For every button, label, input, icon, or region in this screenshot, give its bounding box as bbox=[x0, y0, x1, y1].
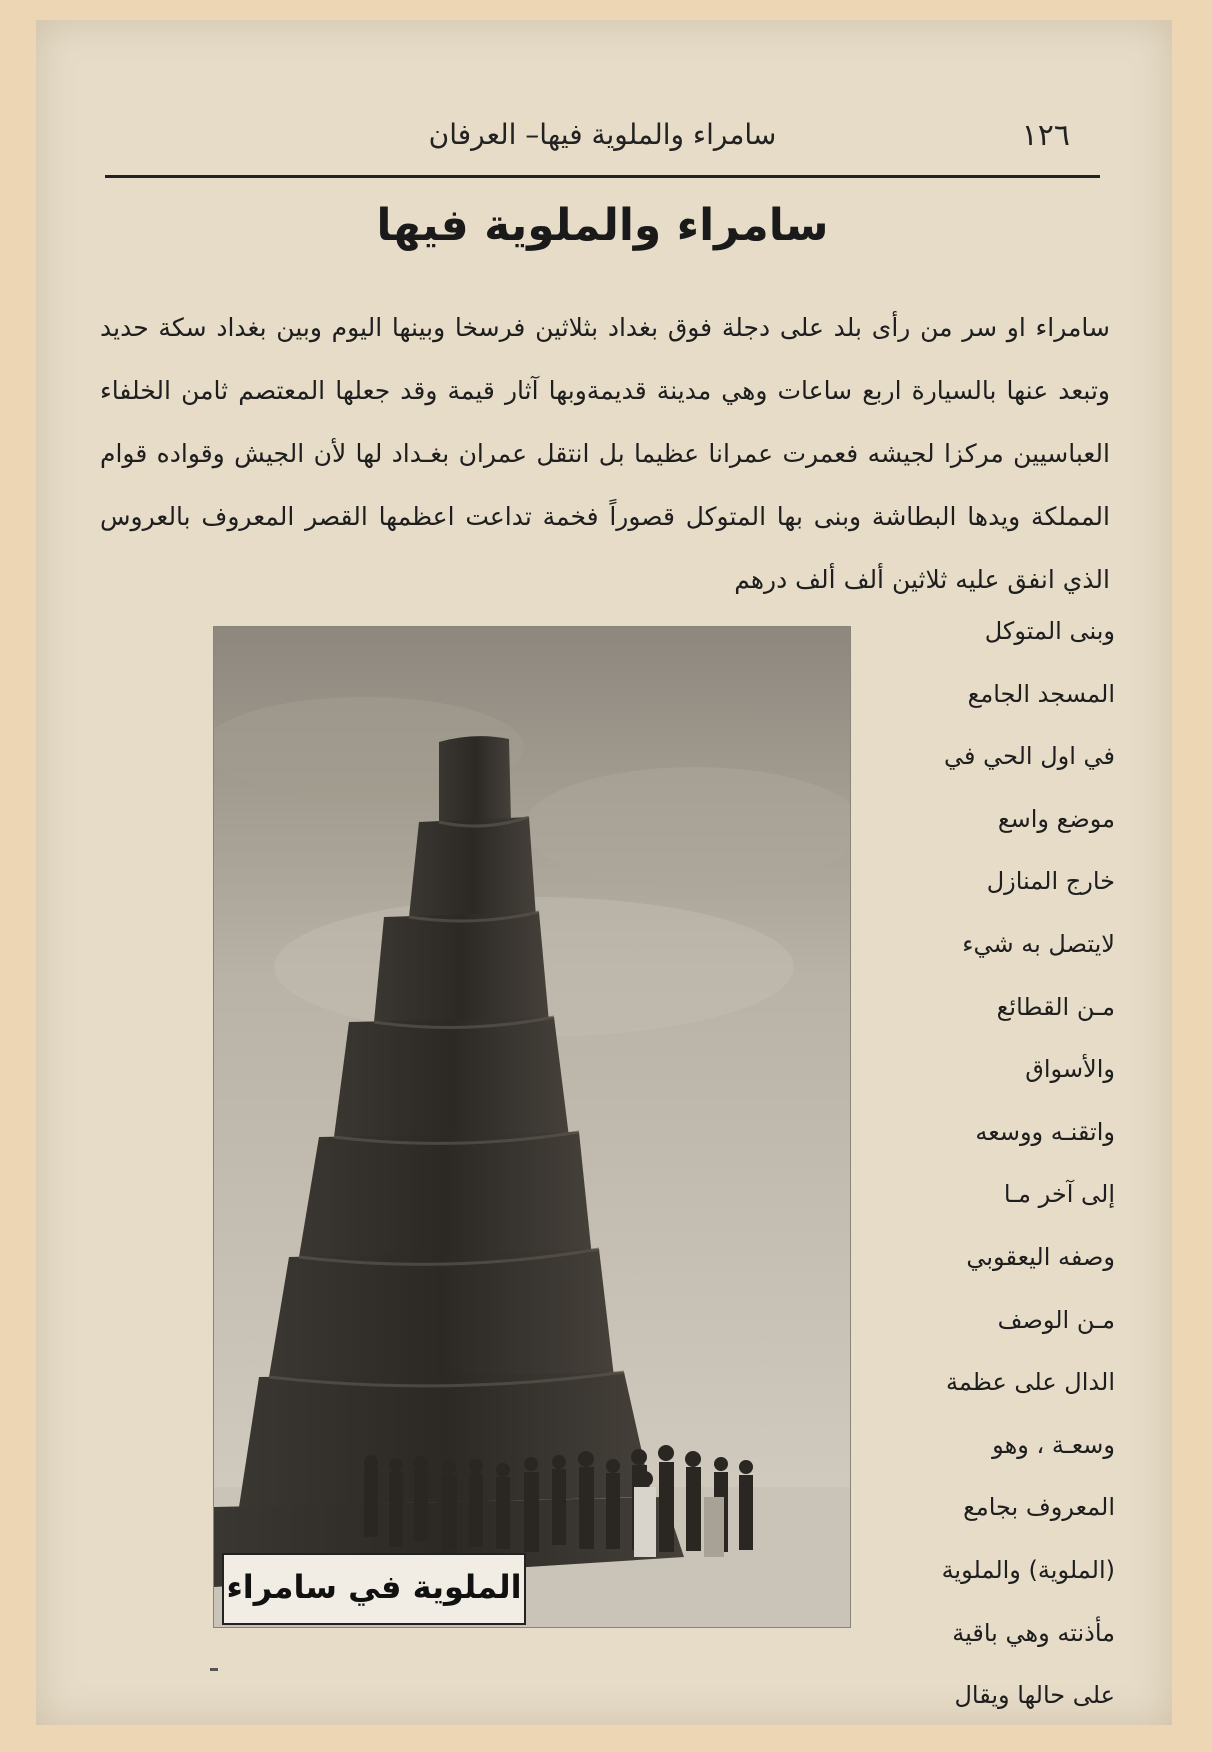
article-paragraph: سامراء او سر من رأى بلد على دجلة فوق بغداد بثلاثين فرسخا وبينها اليوم وبين بغداد سكة حديد وتبعد عنها بالسيارة اربع ساعات وهي مدينة قديمةوبها آثار قيمة وقد جعلها المعتصم ثامن الخلفاء العباسيين مركزا لجيشه فعمرت عمرانا عظيما بل انتقل عمران بغـداد لها لأن الجيش وقواده قوام المملكة ويدها البطاشة وبنى بها المتوكل قصوراً فخمة تداعت اعظمها القصر المعروف بالعروس الذي انفق عليه ثلاثين ألف ألف درهم bbox=[100, 313, 1110, 594]
column-line: وسعـة ، وهو bbox=[992, 1430, 1115, 1459]
column-line: في اول الحي في bbox=[943, 742, 1115, 771]
column-line: مـن الوصف bbox=[997, 1305, 1115, 1334]
column-line: موضع واسع bbox=[997, 804, 1115, 833]
running-title: سامراء والملوية فيها– العرفان bbox=[428, 118, 777, 151]
column-line: الدال على عظمة bbox=[946, 1368, 1115, 1397]
side-column bbox=[935, 600, 1115, 1727]
column-line: المسجد الجامع bbox=[967, 679, 1115, 708]
photo-caption: الملوية في سامراء bbox=[222, 1553, 526, 1625]
column-line: مـن القطائع bbox=[996, 992, 1115, 1021]
column-line: مأذنته وهي باقية bbox=[952, 1618, 1115, 1647]
column-line: خارج المنازل bbox=[986, 867, 1115, 896]
column-line: والأسواق bbox=[1025, 1055, 1115, 1084]
column-line: واتقنـه ووسعه bbox=[975, 1117, 1115, 1146]
header-rule bbox=[105, 175, 1100, 178]
column-line: لايتصل به شيء bbox=[962, 929, 1115, 958]
column-line: إلى آخر مـا bbox=[1003, 1180, 1115, 1209]
column-line: وصفه اليعقوبي bbox=[966, 1242, 1115, 1271]
article-body bbox=[100, 296, 1110, 611]
bottom-mark bbox=[210, 1668, 218, 1671]
column-line: المعروف بجامع bbox=[963, 1493, 1115, 1522]
page-number: ١٢٦ bbox=[1021, 118, 1070, 153]
minaret-illustration bbox=[214, 627, 850, 1627]
article-title: سامراء والملوية فيها bbox=[376, 200, 829, 251]
page-header bbox=[105, 112, 1100, 162]
column-line: وبنى المتوكل bbox=[984, 617, 1115, 645]
minaret-photo bbox=[213, 626, 851, 1628]
column-line: على حالها ويقال bbox=[954, 1681, 1115, 1710]
column-line: (الملوية) والملوية bbox=[941, 1555, 1115, 1584]
